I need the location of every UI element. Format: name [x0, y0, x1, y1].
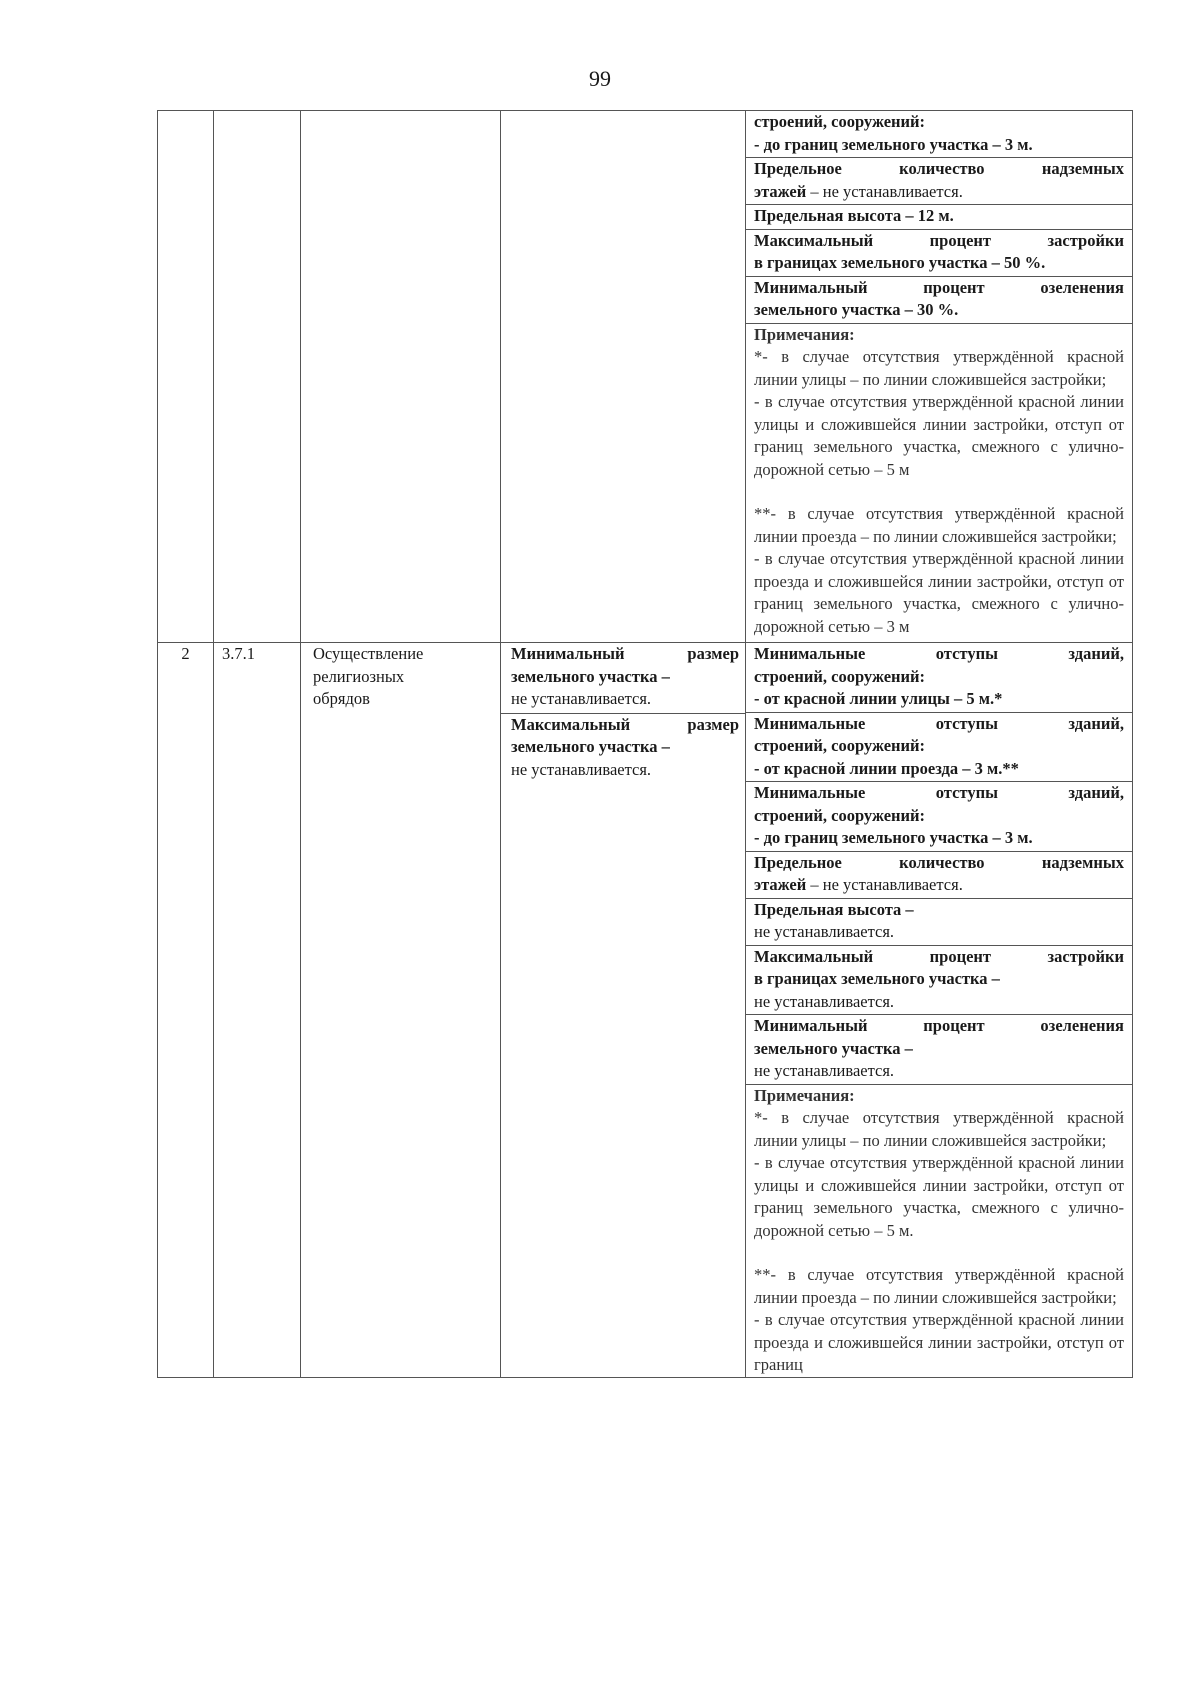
param-setback-plot-border: [746, 782, 1132, 852]
param-text: Максимальный процент застройки: [754, 230, 1124, 250]
row-number-cell: [158, 643, 214, 1378]
use-name-cell: [301, 111, 501, 643]
param-text: - до границ земельного участка – 3 м.: [754, 828, 1033, 847]
table-row-3-7-1: [158, 643, 1133, 1378]
notes-title: Примечания:: [754, 1085, 855, 1105]
param-text: Предельное количество надземных: [754, 852, 1124, 872]
table-row-continuation: [158, 111, 1133, 643]
note-line: - в случае отсутствия утверждённой красной линии улицы и сложившейся линии застройки, отступ от границ земельного участка, смежного с улично-дорожной сетью – 5 м: [754, 392, 1124, 479]
row-number: 2: [181, 644, 190, 663]
param-text: - от красной линии улицы – 5 м.*: [754, 689, 1003, 708]
param-floors: [746, 158, 1132, 205]
min-plot-size: [501, 643, 745, 714]
param-text: в границах земельного участка – 50 %.: [754, 253, 1046, 272]
size-text: Минимальный размер: [511, 644, 739, 663]
note-line: - в случае отсутствия утверждённой красной линии проезда и сложившейся линии застройки, отступ от границ: [754, 1310, 1124, 1374]
param-height: [746, 205, 1132, 230]
param-min-greening: [746, 277, 1132, 324]
param-max-coverage: [746, 946, 1132, 1016]
parameters-cell: [746, 643, 1133, 1378]
plot-size-cell: [501, 643, 746, 1378]
param-text: - до границ земельного участка – 3 м.: [754, 134, 1033, 154]
use-name: Осуществление религиозных обрядов: [313, 644, 424, 708]
note-line: *- в случае отсутствия утверждённой красной линии улицы – по линии сложившейся застройки;: [754, 1108, 1124, 1150]
param-text: этажей – не устанавливается.: [754, 181, 963, 201]
note-spacer: [754, 481, 1124, 503]
param-text: в границах земельного участка –: [754, 969, 1000, 988]
page-number: 99: [589, 66, 611, 91]
param-text: Предельное количество надземных: [754, 159, 1124, 178]
param-text: Предельная высота –: [754, 899, 914, 919]
param-text: Минимальный процент озеленения: [754, 277, 1124, 297]
param-setback-plot-border: [746, 111, 1132, 158]
note-line: *- в случае отсутствия утверждённой красной линии улицы – по линии сложившейся застройки;: [754, 347, 1124, 389]
note-line: **- в случае отсутствия утверждённой красной линии проезда – по линии сложившейся застройки;: [754, 1265, 1124, 1307]
param-text: этажей – не устанавливается.: [754, 875, 963, 894]
use-code-cell: [214, 111, 301, 643]
param-text: не устанавливается.: [754, 1061, 895, 1080]
notes-block: [746, 1085, 1132, 1377]
param-text: строений, сооружений:: [754, 112, 926, 131]
param-text: Минимальные отступы зданий,: [754, 713, 1124, 733]
size-text: не устанавливается.: [511, 759, 652, 779]
max-plot-size: [501, 714, 745, 782]
param-floors: [746, 852, 1132, 899]
param-text: Минимальные отступы зданий,: [754, 783, 1124, 802]
param-text: строений, сооружений:: [754, 666, 926, 686]
param-text: - от красной линии проезда – 3 м.**: [754, 758, 1019, 778]
param-setback-street: [746, 643, 1132, 713]
size-text: Максимальный размер: [511, 714, 739, 734]
note-line: - в случае отсутствия утверждённой красной линии проезда и сложившейся линии застройки, отступ от границ земельного участка, смежного с улично-дорожной сетью – 3 м: [754, 549, 1124, 636]
param-text: земельного участка – 30 %.: [754, 300, 959, 319]
param-text: не устанавливается.: [754, 991, 895, 1011]
use-name-cell: [301, 643, 501, 1378]
notes-block: [746, 324, 1132, 643]
zoning-regulations-table: [157, 110, 1133, 1378]
param-min-greening: [746, 1015, 1132, 1085]
param-text: не устанавливается.: [754, 922, 895, 941]
notes-title: Примечания:: [754, 324, 855, 344]
param-text: Минимальные отступы зданий,: [754, 644, 1124, 663]
param-text: строений, сооружений:: [754, 805, 926, 825]
use-code: 3.7.1: [222, 644, 255, 663]
size-text: земельного участка –: [511, 737, 670, 756]
note-line: - в случае отсутствия утверждённой красной линии улицы и сложившейся линии застройки, отступ от границ земельного участка, смежного с улично-дорожной сетью – 5 м.: [754, 1153, 1124, 1240]
size-text: не устанавливается.: [511, 689, 652, 708]
row-number-cell: [158, 111, 214, 643]
note-spacer: [754, 1242, 1124, 1264]
param-text: земельного участка –: [754, 1038, 913, 1058]
param-max-coverage: [746, 230, 1132, 277]
use-code-cell: [214, 643, 301, 1378]
size-text: земельного участка –: [511, 666, 670, 686]
parameters-cell: [746, 111, 1133, 643]
note-line: **- в случае отсутствия утверждённой красной линии проезда – по линии сложившейся застройки;: [754, 504, 1124, 546]
plot-size-cell: [501, 111, 746, 643]
param-height: [746, 899, 1132, 946]
param-text: Предельная высота – 12 м.: [754, 206, 954, 225]
param-text: Максимальный процент застройки: [754, 946, 1124, 966]
param-text: строений, сооружений:: [754, 736, 926, 755]
param-text: Минимальный процент озеленения: [754, 1016, 1124, 1035]
param-setback-passage: [746, 713, 1132, 783]
